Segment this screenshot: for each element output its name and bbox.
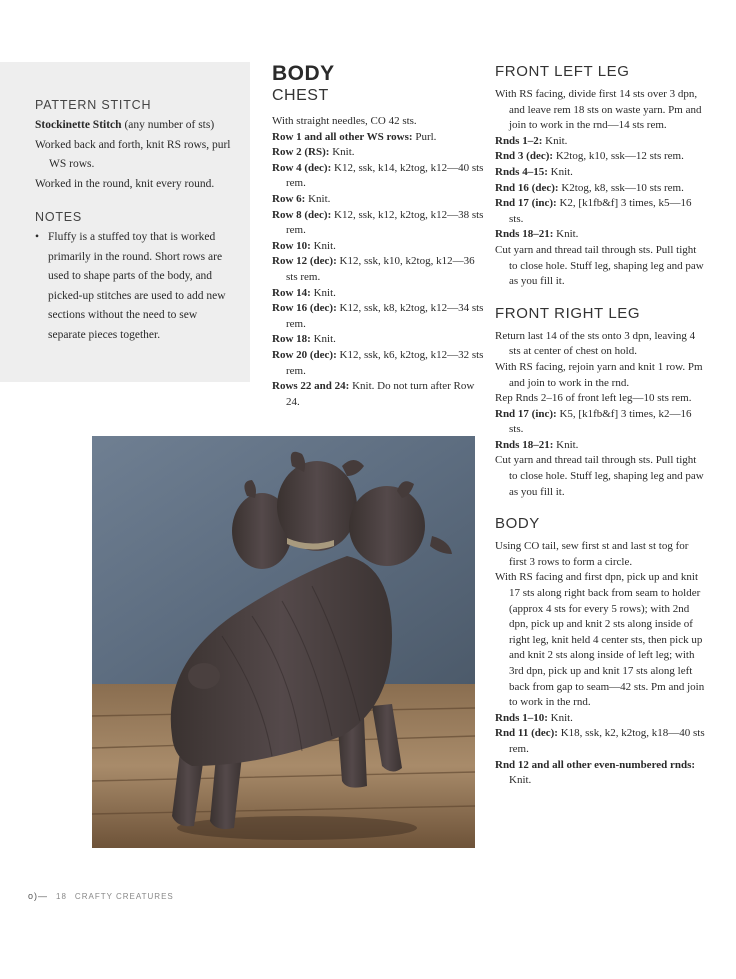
worked-flat-line: Worked back and forth, knit RS rows, purl WS rows.: [35, 138, 231, 170]
instruction-text: K5, [k1fb&f] 3 times, k2—16 sts.: [509, 407, 692, 436]
instruction-line: [272, 145, 484, 161]
instruction-text: Purl.: [412, 130, 437, 143]
instruction-line: [495, 407, 707, 438]
instruction-label: Row 6:: [272, 192, 306, 205]
instruction-text: K2, [k1fb&f] 3 times, k5—16 sts.: [509, 197, 692, 225]
knitted-dog-photo: [92, 436, 475, 848]
instruction-line: [272, 192, 484, 208]
stitch-name: Stockinette Stitch: [35, 119, 122, 131]
instruction-label: Rnds 18–21:: [495, 438, 554, 451]
instruction-label: Row 18:: [272, 333, 311, 346]
instruction-text: K2tog, k8, ssk—10 sts rem.: [558, 181, 684, 194]
instruction-label: Rnd 12 and all other even-numbered rnds:: [495, 758, 696, 771]
instruction-label: Row 1 and all other WS rows:: [272, 130, 413, 143]
instruction-label: Rnd 17 (inc):: [495, 197, 557, 210]
instruction-label: Rnds 4–15:: [495, 165, 548, 178]
pattern-sidebar: [0, 62, 250, 382]
instruction-label: Rnds 1–10:: [495, 711, 548, 724]
instruction-text: With RS facing, divide first 14 sts over 3 dpn, and leave rem 18 sts on waste yarn. Pm and join to work in the rnd—14 sts rem.: [495, 88, 702, 132]
instruction-text: Knit. Do not turn after Row 24.: [286, 380, 475, 408]
instruction-text: With straight needles, CO 42 sts.: [272, 115, 417, 127]
instruction-text: K12, ssk, k6, k2tog, k12—32 sts rem.: [286, 348, 484, 377]
instruction-text: Rep Rnds 2–16 of front left leg—10 sts rem.: [495, 392, 692, 405]
instruction-line: [495, 570, 707, 710]
instruction-text: Knit.: [553, 438, 579, 451]
instruction-line: [495, 181, 707, 197]
instruction-line: [272, 379, 484, 410]
instruction-text: Knit.: [547, 165, 573, 178]
instruction-line: [495, 438, 707, 454]
instruction-text: Cut yarn and thread tail through sts. Pull tight to close hole. Stuff leg, shaping leg and paw as you fill it.: [495, 454, 704, 498]
instruction-text: Using CO tail, sew first st and last st tog for first 3 rows to form a circle.: [495, 540, 689, 568]
instruction-line: [495, 758, 707, 789]
instruction-line: [495, 196, 707, 227]
instruction-label: Rnd 3 (dec):: [495, 150, 554, 163]
section-heading: BODY: [495, 515, 540, 533]
pattern-section: [495, 304, 707, 501]
pattern-section: [495, 62, 707, 290]
chest-column: [272, 62, 484, 410]
instruction-text: Return last 14 of the sts onto 3 dpn, leaving 4 sts at center of chest on hold.: [495, 329, 696, 358]
notes-heading: NOTES: [35, 210, 83, 224]
note-text: Fluffy is a stuffed toy that is worked primarily in the round. Short rows are used to shape parts of the body, and picked-up stitches are used to add new sections without the need to sew separate pieces together.: [48, 231, 226, 341]
page-number: 18: [56, 891, 67, 901]
instruction-text: Knit.: [547, 711, 573, 724]
instruction-text: Knit.: [509, 774, 532, 787]
instruction-line: [272, 239, 484, 255]
instruction-line: [495, 149, 707, 165]
instruction-text: Knit.: [542, 134, 568, 147]
instruction-label: Row 4 (dec):: [272, 161, 332, 174]
instruction-label: Rnds 18–21:: [495, 228, 554, 241]
body-title: BODY: [272, 62, 335, 85]
instruction-line: [495, 360, 707, 391]
section-heading: FRONT LEFT LEG: [495, 63, 630, 80]
instruction-line: [495, 539, 707, 570]
instruction-line: [495, 329, 707, 360]
instruction-text: With RS facing and first dpn, pick up and knit 17 sts along right back from seam to holder (approx 4 sts for every 5 rows); with 2nd dpn, pick up and knit 2 sts along inside of right leg, knit held 4 center sts, then pick up and knit 2 sts along inside of left leg; with 3rd dpn, pick up and knit 17 sts along left back from gap to seam—42 sts. Pm and join to work in the rnd.: [495, 571, 705, 709]
instruction-text: Knit.: [553, 228, 579, 241]
instruction-text: K12, ssk, k14, k2tog, k12—40 sts rem.: [286, 161, 484, 190]
instruction-text: K18, ssk, k2, k2tog, k18—40 sts rem.: [509, 727, 705, 755]
instruction-line: [495, 453, 707, 500]
worked-round-line: Worked in the round, knit every round.: [35, 177, 215, 190]
chest-instructions: [272, 114, 484, 410]
note-item: [35, 228, 232, 345]
instruction-text: Cut yarn and thread tail through sts. Pull tight to close hole. Stuff leg, shaping leg and paw as you fill it.: [495, 243, 704, 288]
instruction-label: Row 2 (RS):: [272, 146, 330, 159]
instruction-label: Row 12 (dec):: [272, 255, 337, 268]
instruction-text: Knit.: [305, 192, 331, 205]
instruction-line: [272, 254, 484, 285]
instruction-text: Knit.: [310, 333, 336, 346]
pattern-stitch-heading: PATTERN STITCH: [35, 98, 152, 112]
pattern-section: [495, 514, 707, 789]
instruction-text: K12, ssk, k12, k2tog, k12—38 sts rem.: [286, 208, 484, 237]
instruction-line: [272, 161, 484, 192]
instruction-text: With RS facing, rejoin yarn and knit 1 row. Pm and join to work in the rnd.: [495, 360, 703, 389]
page-footer: [28, 891, 174, 901]
instruction-line: [495, 726, 707, 757]
instruction-label: Row 10:: [272, 239, 311, 252]
instruction-label: Row 8 (dec):: [272, 208, 332, 221]
book-title: CRAFTY CREATURES: [74, 891, 174, 901]
chest-subtitle: CHEST: [272, 87, 329, 104]
instruction-line: [495, 391, 707, 407]
section-heading: FRONT RIGHT LEG: [495, 304, 641, 322]
instruction-line: [495, 711, 707, 727]
stockinette-definition: [35, 116, 232, 136]
instruction-line: [272, 286, 484, 302]
instruction-label: Rows 22 and 24:: [272, 380, 350, 393]
legs-body-column: [495, 62, 707, 789]
instruction-label: Row 14:: [272, 286, 311, 299]
instruction-line: [272, 114, 484, 130]
instruction-line: [272, 130, 484, 146]
instruction-text: K2tog, k10, ssk—12 sts rem.: [553, 150, 684, 163]
stitch-note: (any number of sts): [121, 119, 215, 131]
instruction-line: [272, 348, 484, 379]
instruction-line: [495, 87, 707, 134]
instruction-label: Rnd 11 (dec):: [495, 727, 558, 740]
instruction-text: Knit.: [329, 146, 355, 159]
instruction-label: Rnd 16 (dec):: [495, 181, 559, 194]
footer-ornament-icon: o)—: [28, 891, 49, 901]
instruction-line: [495, 243, 707, 290]
bullet-icon: •: [35, 231, 40, 243]
instruction-label: Row 16 (dec):: [272, 302, 337, 315]
instruction-text: Knit.: [310, 286, 336, 299]
instruction-line: [272, 301, 484, 332]
instruction-text: K12, ssk, k10, k2tog, k12—36 sts rem.: [286, 255, 475, 283]
instruction-line: [495, 165, 707, 181]
instruction-line: [272, 208, 484, 239]
instruction-text: K12, ssk, k8, k2tog, k12—34 sts rem.: [286, 302, 484, 330]
instruction-label: Row 20 (dec):: [272, 348, 337, 361]
instruction-label: Rnd 17 (inc):: [495, 407, 557, 420]
instruction-text: Knit.: [310, 239, 336, 252]
instruction-label: Rnds 1–2:: [495, 134, 543, 147]
instruction-line: [495, 134, 707, 150]
instruction-line: [495, 227, 707, 243]
instruction-line: [272, 332, 484, 348]
